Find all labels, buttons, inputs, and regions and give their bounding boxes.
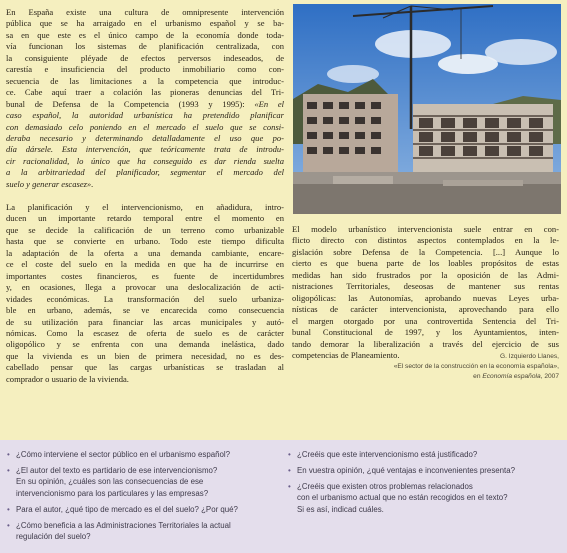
text-line: vía funcionan los sistemas de planificación centralizada, con [6,41,284,52]
text-line: la adaptación de la oferta a una demanda cambiante, encare- [6,247,284,258]
bullet-dot-icon: • [7,450,10,459]
text-line: de su utilización para financiar las arcas municipales y autó- [6,316,284,327]
text-line: competencias de Planeamiento. [292,349,400,360]
text-line: que la vivienda es un bien de primera necesidad, no es des- [6,350,284,361]
question-item: • ¿Cómo beneficia a las Administraciones Territoriales la actual regulación del suelo? [7,521,231,542]
question-item: • Para el autor, ¿qué tipo de mercado es el del suelo? ¿Por qué? [7,505,238,514]
paragraph-competition [292,224,559,361]
text-line: la consiguiente pléyade de efectos perversos indeseados, de [6,52,284,63]
text-line: oligopólico y se enfrenta con una demanda inelástica, dado [6,339,284,350]
text-line: secuencia de las limitaciones a la competencia que introduc- [6,75,284,86]
text-line: y, en ocasiones, llega a provocar una deslocalización de acti- [6,282,284,293]
text-line: El modelo urbanístico intervencionista suele entrar en con- [292,224,559,234]
text-line: bunal Constitucional de 1997, y los Ayuntamientos, inten- [292,327,559,338]
text-line: vidades económicas. La transformación del suelo urbaniza- [6,293,284,304]
question-item: • En vuestra opinión, ¿qué ventajas e inconvenientes presenta? [288,466,516,475]
source-title: «El sector de la construcción en la economía española», [393,363,559,370]
text-line: tando demorar la liberalización a través del ejercicio de sus [292,338,559,349]
bullet-dot-icon: • [7,505,10,514]
text-line: La planificación y el intervencionismo, en añadidura, intro- [6,202,284,212]
bullet-dot-icon: • [288,482,291,491]
text-line: el margen otorgado por una controvertida Sentencia del Tri- [292,315,559,326]
text-line: nísticas de carácter intervencionista, aprovechando para ello [292,304,559,315]
text-line: oligopólicas: las Autonomías, aprobando nuevas Leyes urba- [292,292,559,303]
text-line: suelo y generar escasez». [6,178,94,189]
bullet-dot-icon: • [288,466,291,475]
text-line: ducen un importante retardo temporal entre el momento en [6,213,284,224]
text-line: flicto directo con distintos aspectos contemplados en la le- [292,235,559,246]
text-line: cir racionalidad, lo único que ha conseguido es dar rienda suelta [6,155,284,166]
question-item: • ¿Creéis que existen otros problemas relacionados con el urbanismo actual que no están recogidos en el texto? Si es así, indicad cuáles. [288,482,508,514]
text-line: deraba necesario y determinando detalladamente el uso que po- [6,132,284,143]
text-line: hasta que se convierte en urbano. Todo este tiempo dificulta [6,236,284,247]
text-line: ce el coste del suelo en la medida en que ha de incurrirse en [6,259,284,270]
text-line: ce. Cabe aquí traer a colación las pioneras denuncias del Tri- [6,87,284,98]
question-item: • ¿El autor del texto es partidario de ese intervencionismo? En su opinión, ¿cuáles son las consecuencias de ese intervencionismo para los particulares y las empresas? [7,466,218,498]
bullet-dot-icon: • [7,466,10,475]
text-line: que se decide la calificación de un terreno como urbanizable [6,224,284,235]
text-line: nómicas. Como la escasez de oferta de suelo es de carácter [6,327,284,338]
text-line: cabellado pensar que las cargas urbanísticas se trasladan al [6,362,284,373]
text-line: ble en urbano, además, se ve encarecida como consecuencia [6,305,284,316]
source-author: G. Izquierdo Llanes, [499,353,559,360]
text-line: gislación sobre Defensa de la Competencia. [...] Aunque lo [292,246,559,257]
source-publication: en Economía española, 2007 [473,373,559,380]
bullet-dot-icon: • [7,521,10,530]
question-item: • ¿Cómo interviene el sector público en el urbanismo español? [7,450,231,459]
text-line: cierto es que buena parte de los loables propósitos de estas [292,258,559,269]
paragraph-planning [6,202,284,385]
text-line: sa en que este es el único campo de la economía donde toda- [6,29,284,40]
construction-site-photo [293,4,561,214]
text-line: medidas han sido frustrados por la oposición de las Admi- [292,269,559,280]
question-item: • ¿Creéis que este intervencionismo está justificado? [288,450,478,459]
text-line: pública que se ha arraigado en el urbanismo español y se ba- [6,18,284,29]
text-line: En España existe una cultura de omnipresente intervención [6,7,284,17]
bullet-dot-icon: • [288,450,291,459]
text-line: día dársele. Esta intervención, que teóricamente trata de introdu- [6,144,284,155]
text-line: a la arbitrariedad del planificador, segmentar el mercado del [6,167,284,178]
text-line: caso español, la autoridad urbanística ha pretendido planificar [6,110,284,121]
text-line: nistraciones Territoriales, deseosas de mantener sus rentas [292,281,559,292]
paragraph-intro [6,7,284,190]
text-line: importantes costes financieros, es fuente de incertidumbres [6,270,284,281]
text-line: comprador o usuario de la vivienda. [6,373,129,384]
text-line: carestía e insuficiencia del producto inmobiliario como con- [6,64,284,75]
text-line: con demasiado celo poniendo en el mercado el suelo que se consi- [6,121,284,132]
text-line: bunal de Defensa de la Competencia (1993 y 1995): «En el [6,98,284,109]
